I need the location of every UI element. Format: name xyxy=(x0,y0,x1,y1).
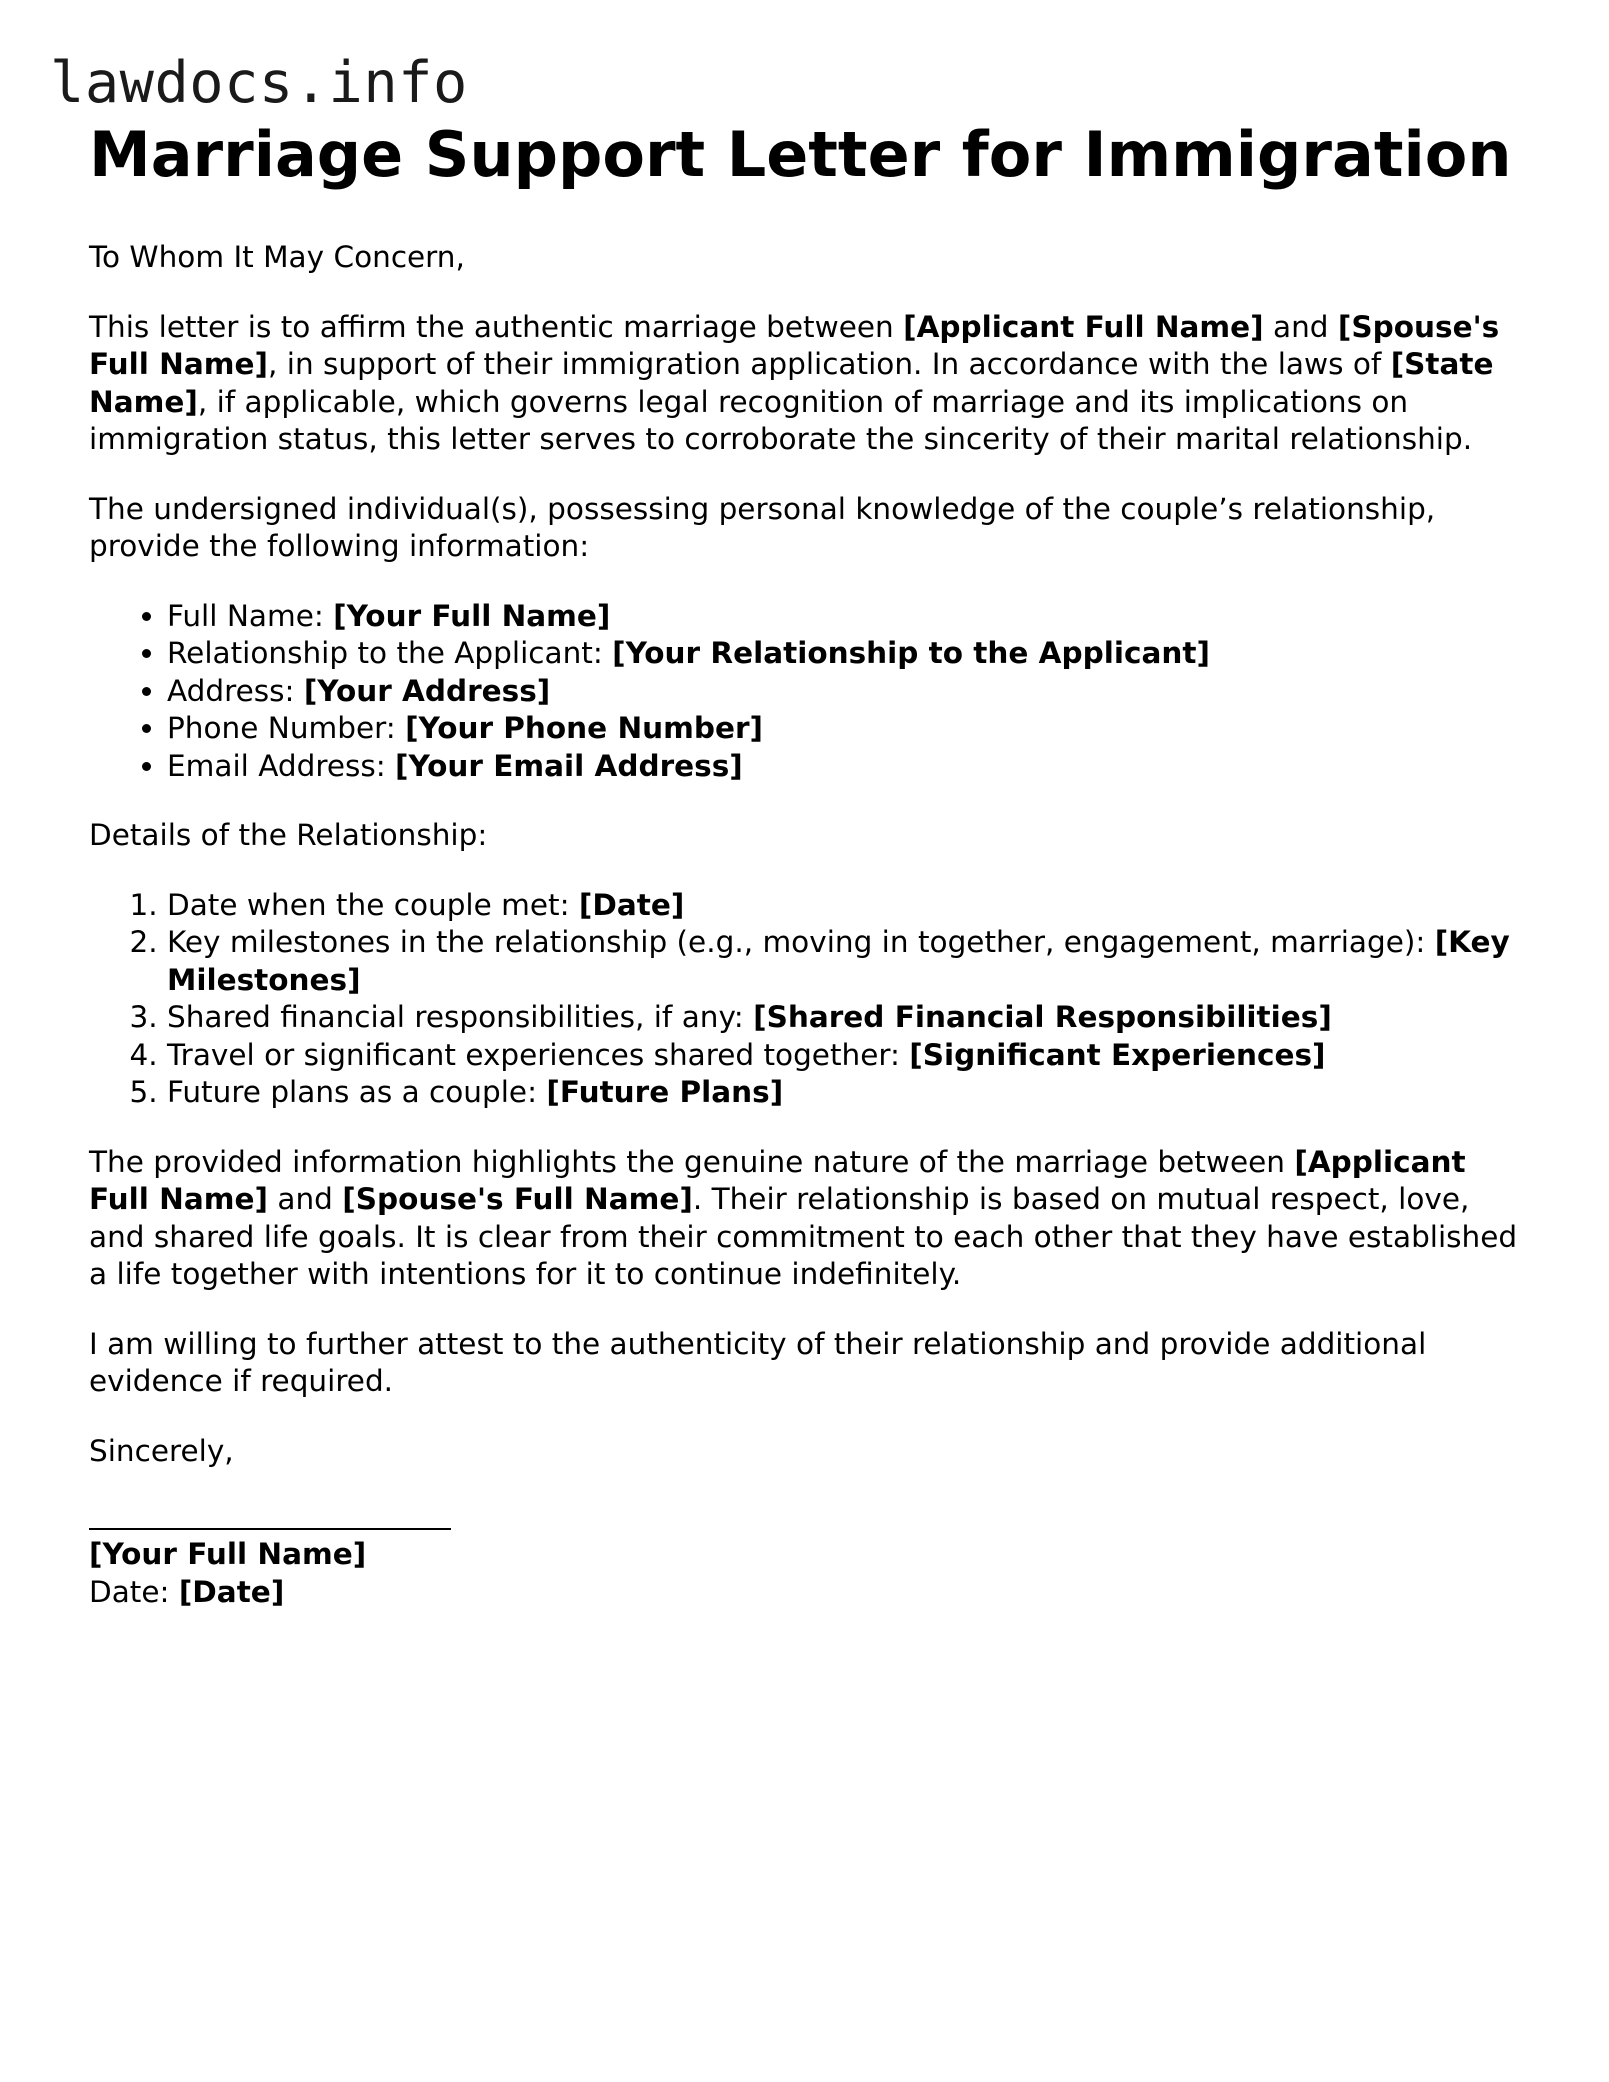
salutation: To Whom It May Concern, xyxy=(89,240,465,274)
signature-name: [Your Full Name] xyxy=(89,1537,367,1571)
intro-paragraph: This letter is to affirm the authentic marriage between [Applicant Full Name] and [Spouse's Full Name], in support of their immigration application. In accordance with the laws of [State Name], if applicable, which governs legal recognition of marriage and its implications on immigration status, this letter serves to corroborate the sincerity of their marital relationship. xyxy=(89,309,1500,456)
list-item: • Phone Number: [Your Phone Number] xyxy=(167,710,1529,748)
conclusion-paragraph: The provided information highlights the genuine nature of the marriage between [Applicant Full Name] and [Spouse's Full Name]. Their relationship is based on mutual respect, love, and shared life goals. It is clear from their commitment to each other that they have established a life together with intentions for it to continue indefinitely. xyxy=(89,1144,1518,1291)
document-title: Marriage Support Letter for Immigration xyxy=(89,118,1512,191)
details-heading: Details of the Relationship: xyxy=(89,818,488,852)
list-item: 2. Key milestones in the relationship (e.g., moving in together, engagement, marriage): [Key Milestones] xyxy=(167,924,1529,999)
list-item: • Full Name: [Your Full Name] xyxy=(167,598,1529,636)
undersigned-paragraph: The undersigned individual(s), possessing personal knowledge of the couple’s relationship, provide the following information: xyxy=(89,491,1436,563)
applicant-name-placeholder: [Applicant Full Name] xyxy=(89,1144,1466,1216)
spouse-name-placeholder: [Spouse's Full Name] xyxy=(342,1182,693,1216)
closing: Sincerely, xyxy=(89,1433,234,1468)
applicant-name-placeholder: [Applicant Full Name] xyxy=(903,309,1264,344)
details-list xyxy=(89,887,1529,1112)
list-item: • Relationship to the Applicant: [Your Relationship to the Applicant] xyxy=(167,635,1529,673)
state-name-placeholder: [State Name] xyxy=(89,347,1494,419)
list-item: 4. Travel or significant experiences shared together: [Significant Experiences] xyxy=(167,1037,1529,1075)
attest-paragraph: I am willing to further attest to the authenticity of their relationship and provide additional evidence if required. xyxy=(89,1326,1427,1398)
list-item: 1. Date when the couple met: [Date] xyxy=(167,887,1529,925)
letter-document xyxy=(89,118,1529,1611)
spouse-name-placeholder: [Spouse's Full Name] xyxy=(89,309,1500,381)
list-item: • Address: [Your Address] xyxy=(167,673,1529,711)
signature-line xyxy=(89,1528,451,1530)
list-item: 5. Future plans as a couple: [Future Plans] xyxy=(167,1074,1529,1112)
signature-date: Date: [Date] xyxy=(89,1574,285,1609)
list-item: • Email Address: [Your Email Address] xyxy=(167,748,1529,786)
list-item: 3. Shared financial responsibilities, if any: [Shared Financial Responsibilities] xyxy=(167,999,1529,1037)
site-logo-text: lawdocs.info xyxy=(50,50,468,116)
info-list xyxy=(89,598,1529,786)
